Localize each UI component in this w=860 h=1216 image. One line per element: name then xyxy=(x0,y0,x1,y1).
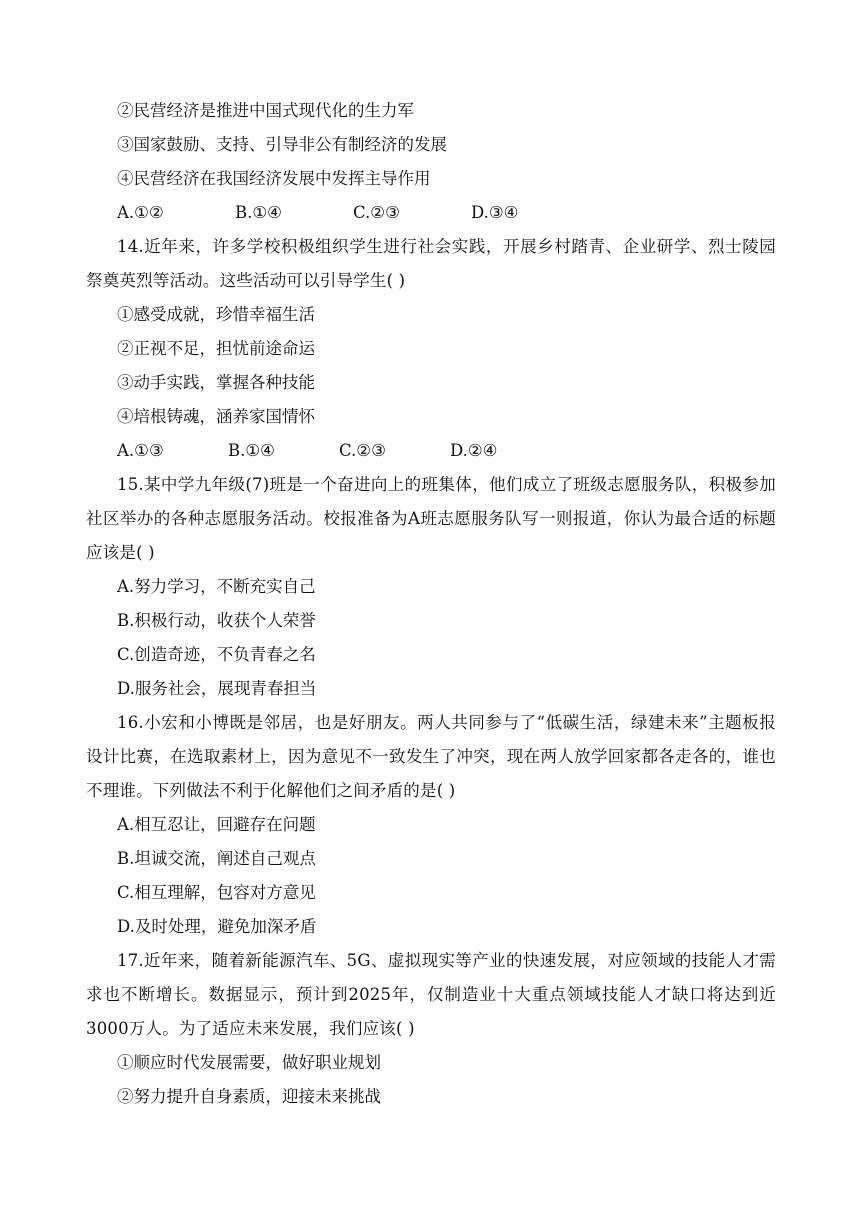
q15-option-b: B.积极行动，收获个人荣誉 xyxy=(117,611,316,630)
q14-statement-4: ④培根铸魂，涵养家国情怀 xyxy=(117,407,315,426)
q15-stem: 15.某中学九年级(7)班是一个奋进向上的班集体，他们成立了班级志愿服务队，积极参加社区举办的各种志愿服务活动。校报准备为A班志愿服务队写一则报道，你认为最合适的标题应该是( ) xyxy=(86,475,776,562)
q13-option-b: B.①④ xyxy=(235,203,282,222)
q16-stem: 16.小宏和小博既是邻居，也是好朋友。两人共同参与了“低碳生活，绿建未来”主题板报设计比赛，在选取素材上，因为意见不一致发生了冲突，现在两人放学回家都各走各的，谁也不理谁。下列做法不利于化解他们之间矛盾的是( ) xyxy=(86,713,776,800)
q14-statement-3: ③动手实践，掌握各种技能 xyxy=(117,373,315,392)
q16-option-a: A.相互忍让，回避存在问题 xyxy=(117,815,316,834)
q14-option-a: A.①③ xyxy=(117,441,164,460)
exam-content xyxy=(86,94,776,1114)
q14-option-d: D.②④ xyxy=(450,441,498,460)
q13-option-d: D.③④ xyxy=(471,203,519,222)
q15-option-d: D.服务社会，展现青春担当 xyxy=(117,679,317,698)
question-13 xyxy=(86,94,776,230)
question-15 xyxy=(86,468,776,706)
q13-options xyxy=(86,196,776,230)
q15-option-a: A.努力学习，不断充实自己 xyxy=(117,577,316,596)
question-16 xyxy=(86,706,776,944)
q13-option-a: A.①② xyxy=(117,203,164,222)
q16-option-d: D.及时处理，避免加深矛盾 xyxy=(117,917,317,936)
question-17 xyxy=(86,944,776,1114)
question-14 xyxy=(86,230,776,468)
q17-statement-2: ②努力提升自身素质，迎接未来挑战 xyxy=(117,1087,381,1106)
q14-statement-1: ①感受成就，珍惜幸福生活 xyxy=(117,305,315,324)
q14-statement-2: ②正视不足，担忧前途命运 xyxy=(117,339,315,358)
q16-option-b: B.坦诚交流，阐述自己观点 xyxy=(117,849,316,868)
q13-option-c: C.②③ xyxy=(353,203,400,222)
q13-statement-2: ②民营经济是推进中国式现代化的生力军 xyxy=(117,101,414,120)
q14-option-c: C.②③ xyxy=(339,441,386,460)
q17-stem: 17.近年来，随着新能源汽车、5G、虚拟现实等产业的快速发展，对应领域的技能人才需求也不断增长。数据显示，预计到2025年，仅制造业十大重点领域技能人才缺口将达到近3000万人。为了适应未来发展，我们应该( ) xyxy=(86,951,776,1038)
q14-option-b: B.①④ xyxy=(228,441,275,460)
q13-statement-3: ③国家鼓励、支持、引导非公有制经济的发展 xyxy=(117,135,447,154)
q13-statement-4: ④民营经济在我国经济发展中发挥主导作用 xyxy=(117,169,431,188)
q15-option-c: C.创造奇迹，不负青春之名 xyxy=(117,645,316,664)
q14-options xyxy=(86,434,776,468)
q16-option-c: C.相互理解，包容对方意见 xyxy=(117,883,316,902)
q17-statement-1: ①顺应时代发展需要，做好职业规划 xyxy=(117,1053,381,1072)
q14-stem: 14.近年来，许多学校积极组织学生进行社会实践，开展乡村踏青、企业研学、烈士陵园祭奠英烈等活动。这些活动可以引导学生( ) xyxy=(86,237,776,290)
